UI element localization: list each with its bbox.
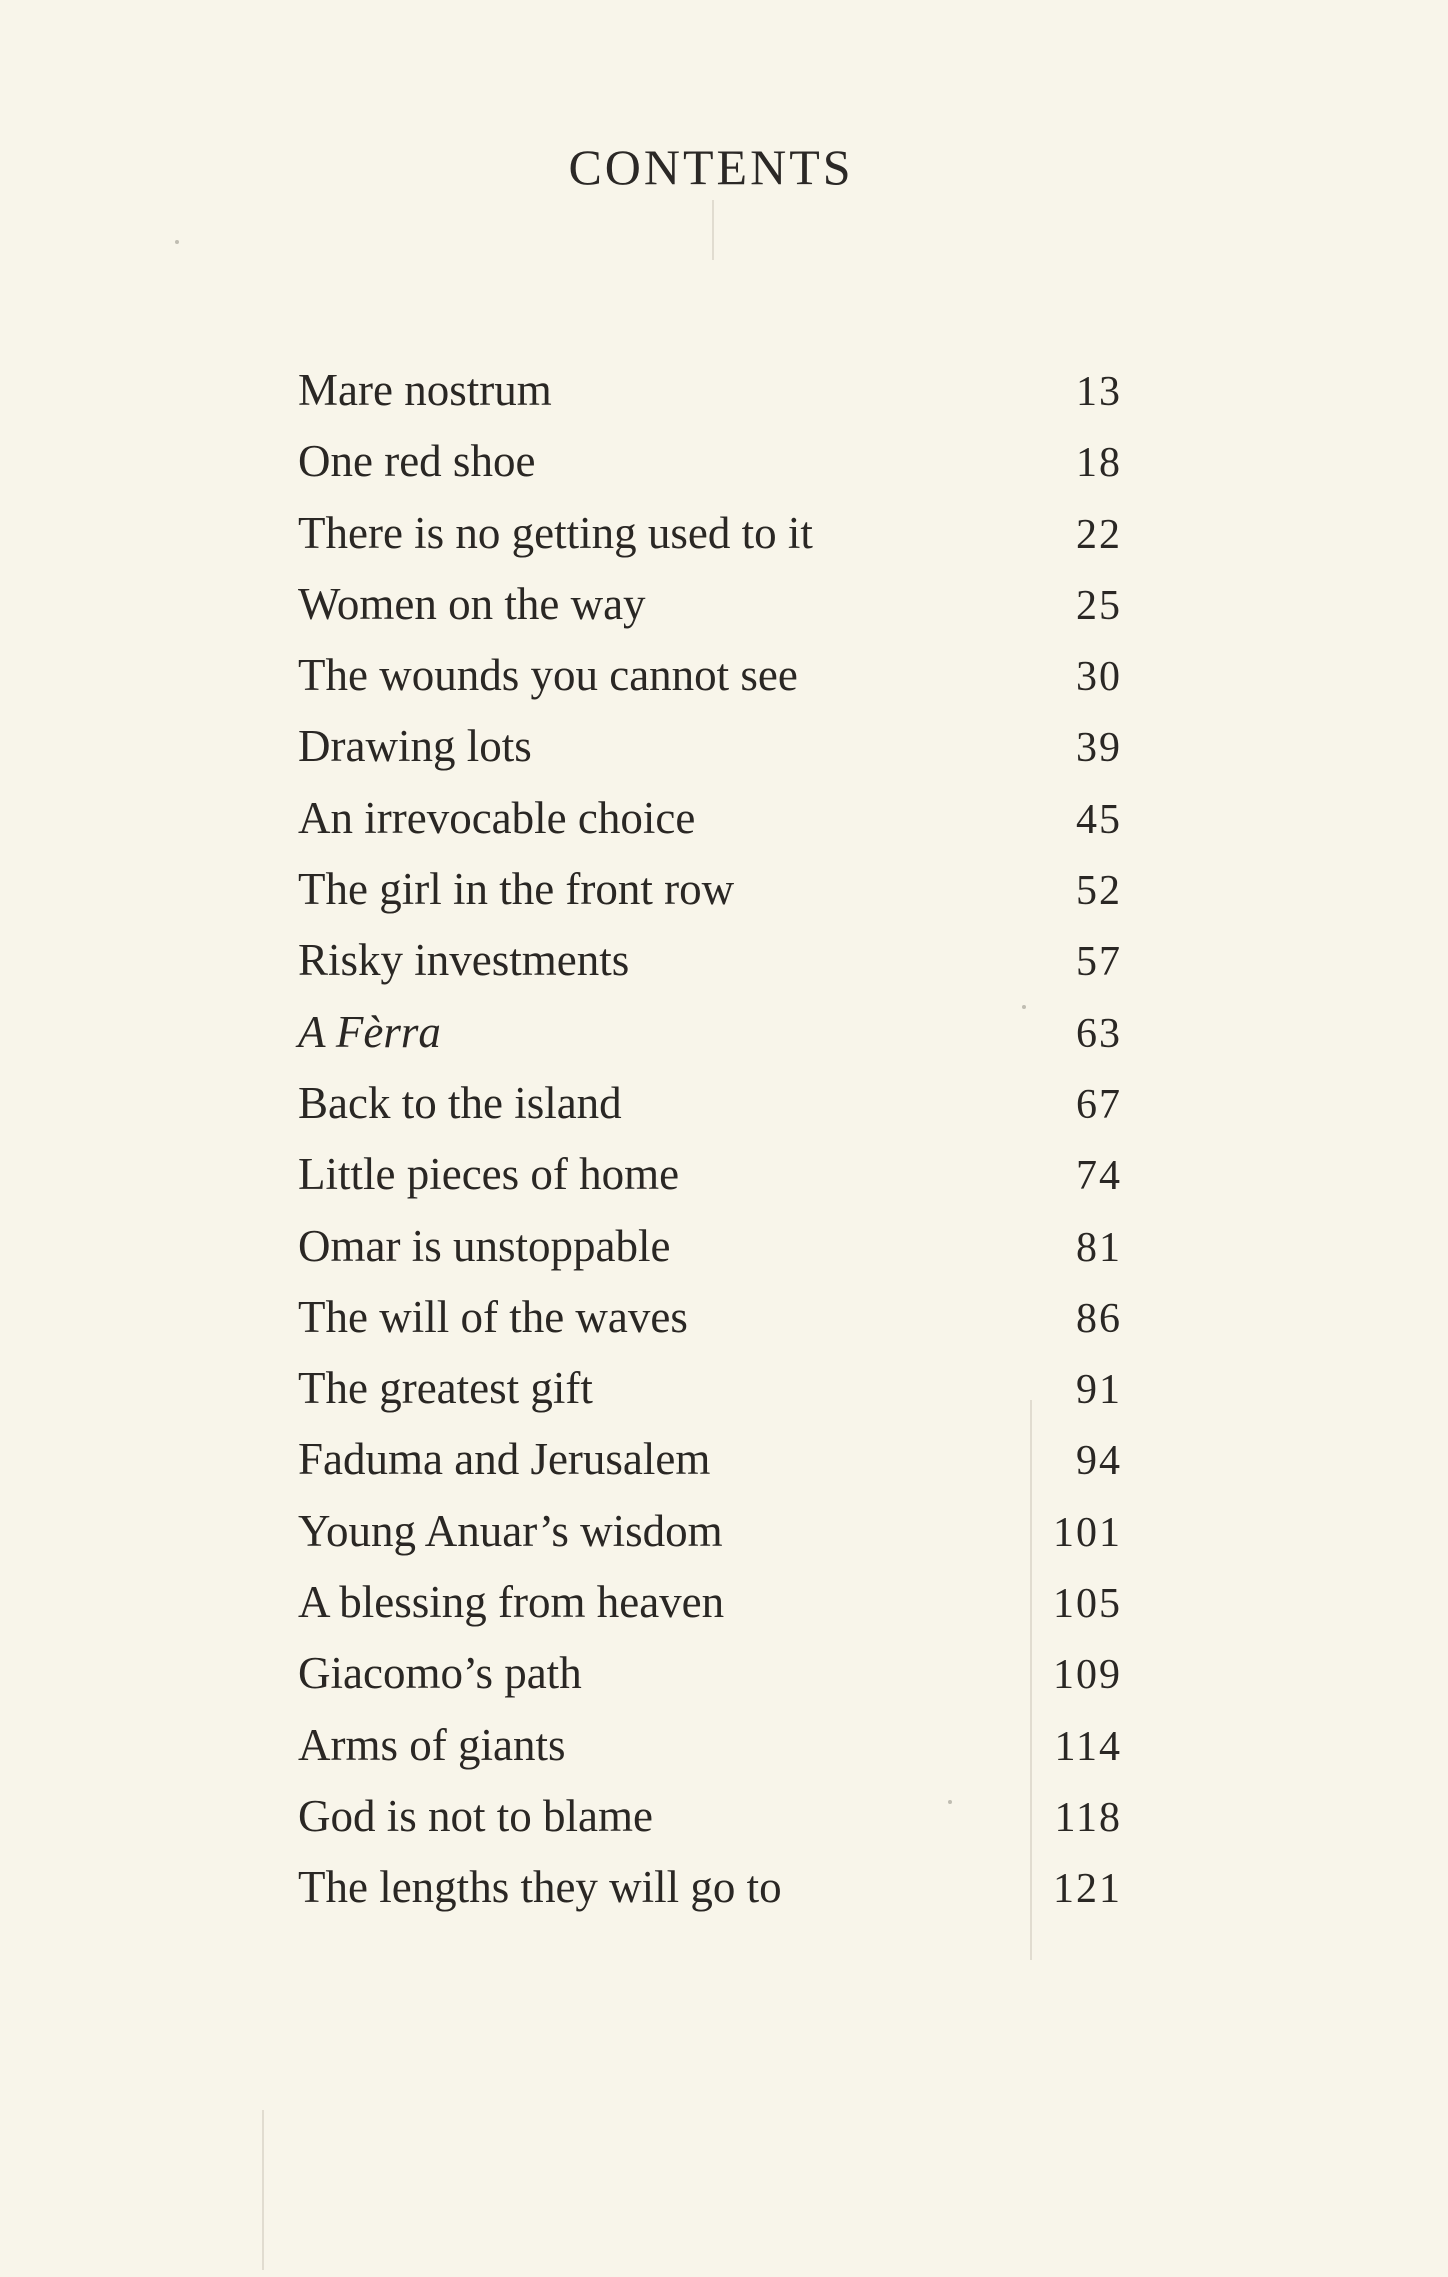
toc-entry-title: The will of the waves [298, 1291, 688, 1342]
toc-entry[interactable] [298, 640, 1122, 711]
toc-entry-title: Young Anuar’s wisdom [298, 1505, 723, 1556]
toc-entry-page-number: 81 [1076, 1224, 1122, 1271]
toc-entry-title: Women on the way [298, 578, 646, 629]
toc-entry-page-number: 86 [1076, 1295, 1122, 1342]
toc-entry-title: The wounds you cannot see [298, 650, 798, 701]
toc-entry[interactable] [298, 711, 1122, 782]
toc-entry[interactable] [298, 783, 1122, 854]
toc-entry-page-number: 109 [1053, 1652, 1122, 1699]
page-crease-bottom [262, 2110, 264, 2270]
toc-entry[interactable] [298, 1710, 1122, 1781]
toc-entry-title: A blessing from heaven [298, 1577, 725, 1628]
toc-entry-page-number: 30 [1076, 654, 1122, 701]
toc-entry-title: Giacomo’s path [298, 1648, 582, 1699]
toc-entry-title: Drawing lots [298, 721, 532, 772]
toc-entry-page-number: 101 [1053, 1509, 1122, 1556]
toc-entry-title: A Fèrra [298, 1006, 441, 1057]
toc-entry[interactable] [298, 498, 1122, 569]
toc-entry[interactable] [298, 569, 1122, 640]
toc-entry-title: The lengths they will go to [298, 1862, 782, 1913]
toc-entry-page-number: 63 [1076, 1010, 1122, 1057]
table-of-contents [298, 355, 1122, 1924]
toc-entry-title: Omar is unstoppable [298, 1220, 671, 1271]
toc-entry-title: Mare nostrum [298, 365, 552, 415]
toc-entry[interactable] [298, 1068, 1122, 1139]
toc-entry[interactable] [298, 1139, 1122, 1210]
toc-entry-page-number: 52 [1076, 868, 1122, 915]
toc-entry-title: Risky investments [298, 935, 630, 986]
toc-entry[interactable] [298, 1424, 1122, 1495]
contents-heading: CONTENTS [568, 139, 854, 195]
toc-entry-page-number: 22 [1076, 511, 1122, 558]
toc-entry-page-number: 114 [1054, 1723, 1122, 1770]
toc-entry[interactable] [298, 355, 1122, 426]
toc-entry[interactable] [298, 997, 1122, 1068]
toc-entry[interactable] [298, 1496, 1122, 1567]
toc-entry-page-number: 39 [1076, 725, 1122, 772]
toc-entry-page-number: 118 [1054, 1794, 1122, 1841]
toc-entry-title: Arms of giants [298, 1719, 566, 1770]
toc-entry-page-number: 18 [1076, 440, 1122, 487]
toc-entry-title: There is no getting used to it [298, 507, 813, 558]
toc-entry-title: Back to the island [298, 1077, 622, 1128]
toc-entry[interactable] [298, 1638, 1122, 1709]
toc-entry-page-number: 94 [1076, 1438, 1122, 1485]
page-crease-upper [712, 200, 714, 260]
toc-entry-page-number: 91 [1076, 1367, 1122, 1414]
toc-entry[interactable] [298, 1282, 1122, 1353]
toc-entry-title: One red shoe [298, 436, 536, 487]
toc-entry[interactable] [298, 925, 1122, 996]
toc-entry[interactable] [298, 854, 1122, 925]
toc-entry-title: The greatest gift [298, 1363, 593, 1414]
toc-entry[interactable] [298, 1211, 1122, 1282]
toc-entry-page-number: 13 [1076, 369, 1122, 415]
toc-entry-title: God is not to blame [298, 1790, 653, 1841]
toc-entry-page-number: 57 [1076, 939, 1122, 986]
paper-speck [175, 240, 179, 244]
toc-entry[interactable] [298, 1781, 1122, 1852]
toc-entry-title: The girl in the front row [298, 864, 735, 915]
toc-entry[interactable] [298, 1353, 1122, 1424]
toc-entry-page-number: 67 [1076, 1081, 1122, 1128]
toc-entry[interactable] [298, 426, 1122, 497]
toc-entry-title: Little pieces of home [298, 1149, 680, 1200]
toc-entry-page-number: 74 [1076, 1153, 1122, 1200]
toc-entry-title: An irrevocable choice [298, 792, 696, 843]
toc-entry-page-number: 121 [1053, 1866, 1122, 1913]
toc-entry[interactable] [298, 1852, 1122, 1923]
toc-entry-page-number: 25 [1076, 582, 1122, 629]
toc-entry-page-number: 105 [1053, 1581, 1122, 1628]
toc-entry-page-number: 45 [1076, 796, 1122, 843]
toc-entry-title: Faduma and Jerusalem [298, 1434, 711, 1485]
toc-entry[interactable] [298, 1567, 1122, 1638]
